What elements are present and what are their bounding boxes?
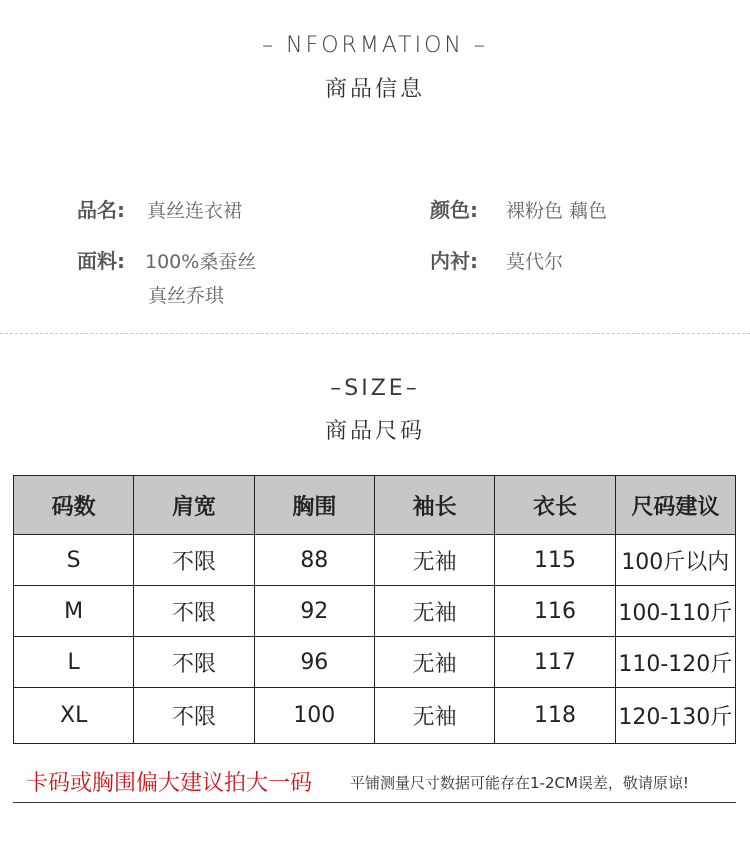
info-title-cn: 商品信息	[324, 77, 425, 102]
size-table	[13, 475, 736, 744]
fabric-value-line2: 真丝乔琪	[148, 285, 225, 307]
cell-size: L	[14, 637, 134, 688]
cell-sleeve: 无袖	[374, 637, 494, 688]
cell-bust: 88	[254, 535, 374, 586]
cell-sleeve: 无袖	[374, 688, 494, 744]
cell-size: M	[14, 586, 134, 637]
cell-sleeve: 无袖	[374, 586, 494, 637]
cell-length: 116	[495, 586, 615, 637]
cell-recommendation: 100斤以内	[615, 535, 735, 586]
table-row	[14, 535, 736, 586]
header-length: 衣长	[495, 476, 615, 535]
cell-length: 117	[495, 637, 615, 688]
header-recommendation: 尺码建议	[615, 476, 735, 535]
size-advice-note: 卡码或胸围偏大建议拍大一码	[26, 771, 313, 796]
cell-sleeve: 无袖	[374, 535, 494, 586]
lining-value: 莫代尔	[506, 251, 564, 273]
fabric-label: 面料:	[77, 249, 125, 273]
color-label: 颜色:	[430, 198, 478, 222]
cell-size: S	[14, 535, 134, 586]
table-row	[14, 586, 736, 637]
header-shoulder: 肩宽	[134, 476, 254, 535]
product-name-label: 品名:	[77, 198, 125, 222]
table-row	[14, 637, 736, 688]
cell-shoulder: 不限	[134, 535, 254, 586]
color-value: 裸粉色 藕色	[506, 200, 608, 222]
cell-shoulder: 不限	[134, 586, 254, 637]
info-title-en: – NFORMATION –	[262, 33, 488, 58]
size-title-cn: 商品尺码	[324, 419, 425, 444]
cell-length: 118	[495, 688, 615, 744]
cell-bust: 96	[254, 637, 374, 688]
cell-recommendation: 120-130斤	[615, 688, 735, 744]
section-divider	[0, 333, 750, 334]
cell-recommendation: 110-120斤	[615, 637, 735, 688]
product-name-value: 真丝连衣裙	[147, 200, 243, 222]
bottom-divider	[13, 802, 736, 803]
header-sleeve: 袖长	[374, 476, 494, 535]
cell-bust: 92	[254, 586, 374, 637]
size-table-header-row	[14, 476, 736, 535]
header-bust: 胸围	[254, 476, 374, 535]
cell-bust: 100	[254, 688, 374, 744]
header-size: 码数	[14, 476, 134, 535]
measurement-disclaimer: 平铺测量尺寸数据可能存在1-2CM误差，敬请原谅!	[350, 774, 689, 792]
size-title-en: –SIZE–	[330, 376, 420, 401]
lining-label: 内衬:	[430, 249, 478, 273]
cell-shoulder: 不限	[134, 688, 254, 744]
cell-shoulder: 不限	[134, 637, 254, 688]
table-row	[14, 688, 736, 744]
cell-recommendation: 100-110斤	[615, 586, 735, 637]
fabric-value-line1: 100%桑蚕丝	[145, 251, 257, 273]
cell-length: 115	[495, 535, 615, 586]
cell-size: XL	[14, 688, 134, 744]
